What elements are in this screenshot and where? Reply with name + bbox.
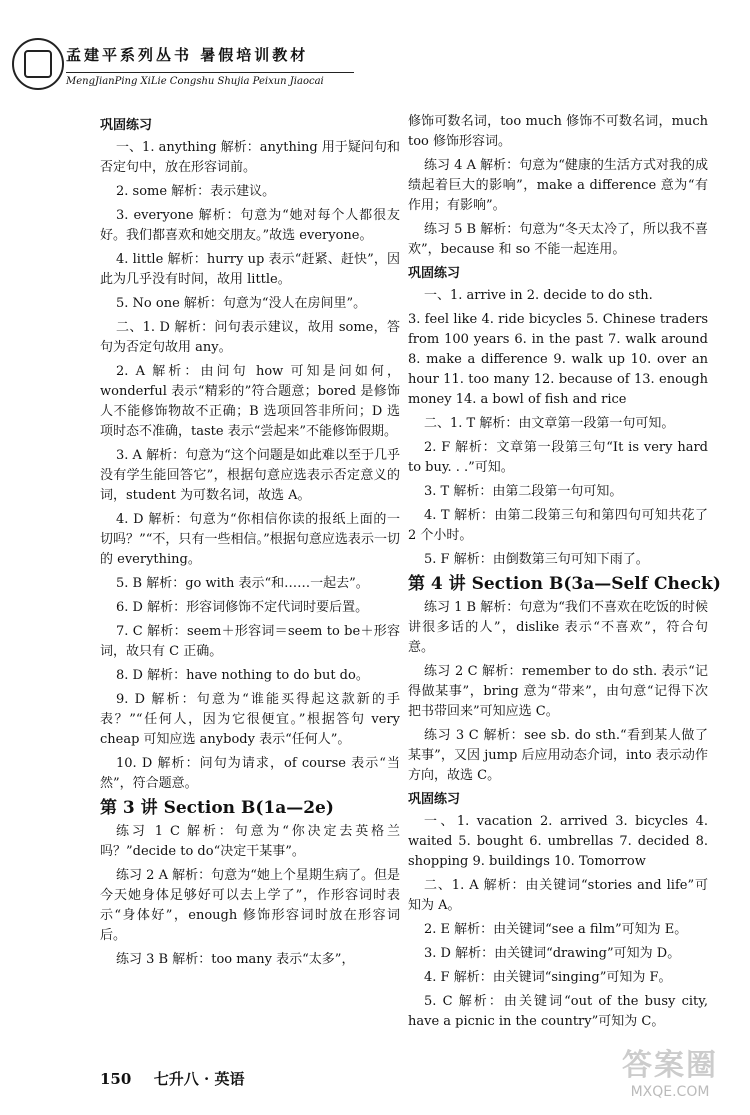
answer-paragraph: 7. C 解析：seem＋形容词＝seem to be＋形容词，故只有 C 正确。: [100, 624, 400, 659]
page-header: [0, 0, 750, 110]
publisher-logo-icon: [12, 38, 64, 90]
answer-paragraph: 二、1. T 解析：由文章第一段第一句可知。: [424, 416, 675, 431]
answer-paragraph: 练习 1 B 解析：句意为“我们不喜欢在吃饭的时候讲很多话的人”，dislike 表示“不喜欢”，符合句意。: [408, 600, 708, 655]
answer-paragraph: 5. No one 解析：句意为“没人在房间里”。: [116, 296, 367, 311]
answer-paragraph: 练习 1 C 解析：句意为“你决定去英格兰吗？”decide to do“决定干某事”。: [100, 824, 400, 859]
right-column: [408, 112, 721, 1036]
answer-paragraph: 3. D 解析：由关键词“drawing”可知为 D。: [424, 946, 681, 961]
answer-paragraph: 二、1. D 解析：问句表示建议，故用 some，答句为否定句故用 any。: [100, 320, 400, 355]
answer-paragraph: 练习 2 C 解析：remember to do sth. 表示“记得做某事”，bring 意为“带来”，由句意“记得下次把书带回来”可知应选 C。: [408, 664, 708, 719]
book-label: 七升八 · 英语: [153, 1070, 245, 1088]
answer-paragraph: 3. A 解析：句意为“这个问题是如此难以至于几乎没有学生能回答它”，根据句意应选表示否定意义的词，student 为可数名词，故选 A。: [100, 448, 400, 503]
answer-paragraph: 练习 2 A 解析：句意为“她上个星期生病了。但是今天她身体足够好可以去上学了”，作形容词时表示“身体好”，enough 修饰形容词时放在形容词后。: [100, 868, 400, 943]
answer-paragraph: 2. F 解析：文章第一段第三句“It is very hard to buy. . .”可知。: [408, 440, 708, 475]
answer-paragraph: 3. T 解析：由第二段第一句可知。: [424, 484, 623, 499]
answer-paragraph: 5. C 解析：由关键词“out of the busy city, have a picnic in the country”可知为 C。: [408, 994, 708, 1029]
answer-paragraph: 一、1. vacation 2. arrived 3. bicycles 4. waited 5. bought 6. umbrellas 7. decided 8. shopping 9. buildings 10. Tomorrow: [408, 814, 708, 869]
left-column: [100, 112, 400, 974]
page-number: 150: [100, 1070, 132, 1088]
watermark: [600, 1040, 740, 1110]
answer-paragraph: 练习 4 A 解析：句意为“健康的生活方式对我的成绩起着巨大的影响”，make a difference 意为“有作用；有影响”。: [408, 158, 708, 213]
subsection-heading: 巩固练习: [100, 118, 153, 133]
watermark-url: MXQE.COM: [630, 1084, 710, 1100]
answer-paragraph: 3. feel like 4. ride bicycles 5. Chinese traders from 100 years 6. in the past 7. walk around 8. make a difference 9. walk up 10. over an hour 11. too many 12. because of 13. enough money 14. a bowl of fish and rice: [408, 312, 708, 407]
answer-paragraph: 2. A 解析：由问句 how 可知是问如何，wonderful 表示“精彩的”符合题意；bored 是修饰人不能修饰物故不正确；B 选项回答非所问；D 选项时态不准确，taste 表示“尝起来”不能修饰假期。: [100, 364, 400, 439]
series-subtitle: MengJianPing XiLie Congshu Shujia Peixun Jiaocai: [66, 76, 324, 87]
answer-paragraph: 8. D 解析：have nothing to do but do。: [116, 668, 369, 683]
answer-paragraph: 4. D 解析：句意为“你相信你读的报纸上面的一切吗？”“不，只有一些相信。”根据句意应选表示一切的 everything。: [100, 512, 400, 567]
answer-paragraph: 2. some 解析：表示建议。: [116, 184, 276, 199]
subsection-heading: 巩固练习: [408, 266, 461, 281]
answer-paragraph: 4. little 解析：hurry up 表示“赶紧、赶快”，因此为几乎没有时间，故用 little。: [100, 252, 400, 287]
section-heading: 第 3 讲 Section B(1a—2e): [100, 798, 334, 818]
answer-paragraph: 2. E 解析：由关键词“see a film”可知为 E。: [424, 922, 688, 937]
answer-paragraph: 二、1. A 解析：由关键词“stories and life”可知为 A。: [408, 878, 708, 913]
series-title: 孟建平系列丛书 暑假培训教材: [66, 46, 309, 64]
page-footer: [100, 1068, 244, 1089]
answer-paragraph: 4. T 解析：由第二段第三句和第四句可知共花了 2 个小时。: [408, 508, 708, 543]
answer-paragraph: 10. D 解析：问句为请求，of course 表示“当然”，符合题意。: [100, 756, 400, 791]
section-heading: 第 4 讲 Section B(3a—Self Check): [408, 574, 721, 594]
answer-paragraph: 练习 3 C 解析：see sb. do sth.“看到某人做了某事”，又因 jump 后应用动态介词，into 表示动作方向，故选 C。: [408, 728, 708, 783]
watermark-mark: 答案圈: [622, 1048, 718, 1083]
answer-paragraph: 4. F 解析：由关键词“singing”可知为 F。: [424, 970, 672, 985]
answer-paragraph: 练习 3 B 解析：too many 表示“太多”，: [116, 952, 355, 967]
subsection-heading: 巩固练习: [408, 792, 461, 807]
answer-paragraph: 5. F 解析：由倒数第三句可知下雨了。: [424, 552, 649, 567]
answer-paragraph: 修饰可数名词，too much 修饰不可数名词，much too 修饰形容词。: [408, 114, 708, 149]
answer-paragraph: 一、1. anything 解析：anything 用于疑问句和否定句中，放在形容词前。: [100, 140, 400, 175]
answer-paragraph: 一、1. arrive in 2. decide to do sth.: [424, 288, 653, 303]
answer-paragraph: 6. D 解析：形容词修饰不定代词时要后置。: [116, 600, 369, 615]
answer-paragraph: 9. D 解析：句意为“谁能买得起这款新的手表？”“任何人，因为它很便宜。”根据答句 very cheap 可知应选 anybody 表示“任何人”。: [100, 692, 400, 747]
header-divider: [66, 72, 354, 73]
answer-paragraph: 练习 5 B 解析：句意为“冬天太冷了，所以我不喜欢”，because 和 so 不能一起连用。: [408, 222, 708, 257]
answer-paragraph: 3. everyone 解析：句意为“她对每个人都很友好。我们都喜欢和她交朋友。”故选 everyone。: [100, 208, 400, 243]
answer-paragraph: 5. B 解析：go with 表示“和……一起去”。: [116, 576, 369, 591]
